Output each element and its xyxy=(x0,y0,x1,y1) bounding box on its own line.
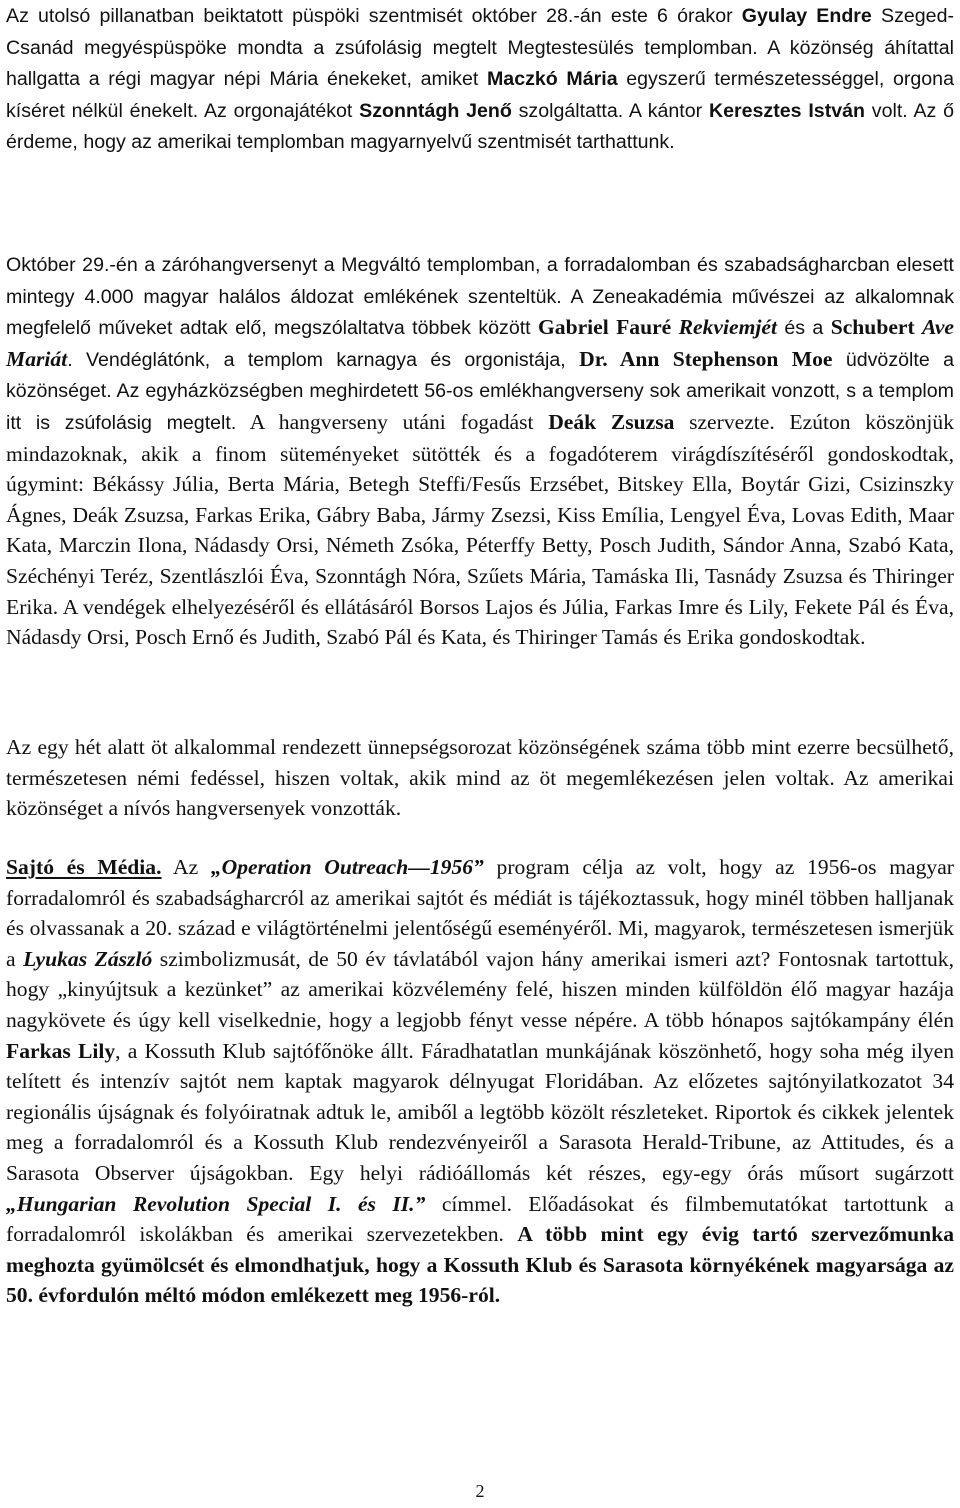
paragraph-concert xyxy=(6,249,954,653)
name-maczko-maria: Maczkó Mária xyxy=(486,68,618,91)
name-keresztes-istvan: Keresztes István xyxy=(708,99,865,122)
paragraph-mass xyxy=(6,0,954,158)
name-farkas-lily: Farkas Lily xyxy=(6,1038,116,1063)
name-gyulay-endre: Gyulay Endre xyxy=(741,5,872,27)
text-run xyxy=(671,315,678,339)
name-szonntagh-jeno: Szonntágh Jenő xyxy=(359,99,512,122)
text-run xyxy=(915,315,922,339)
text-run: , a Kossuth Klub sajtófőnöke állt. Fáradhatatlan munkájának köszönhető, hogy soha még ilyen telített és intenzív sajtót nem kaptak magyarok délnyugat Floridában. Az előzetes sajtónyilatkozatot 34 regionális újságnak és folyóiratnak adtuk le, amiből a legtöbb közölt részleteket. Riportok és cikkek jelentek meg a forradalomról és a Kossuth Klub rendezvényeiről a Sarasota Herald-Tribune, az Attitudes, és a Sarasota Observer újságokban. Egy helyi rádióállomás két részes, egy-egy órás műsort sugárzott xyxy=(6,1038,954,1185)
text-run: Az utolsó pillanatban beiktatott püspöki szentmisét október 28.-án este 6 órakor xyxy=(6,5,742,27)
title-operation-outreach: „Operation Outreach—1956” xyxy=(210,855,484,879)
title-rekviem: Rekviemjét xyxy=(678,315,777,340)
text-run: A hangverseny utáni fogadást xyxy=(236,409,549,434)
text-run: Az egy hét alatt öt alkalommal rendezett ünnepségsorozat közönségének száma több mint ezerre becsülhető, természetesen némi fedéssel, hiszen voltak, akik mind az öt megemlékezésen jelen voltak. Az amerikai közönséget a nívós hangversenyek vonzották. xyxy=(6,735,954,821)
text-run: üdvözölte a közönséget. Az egyházközségben meghirdetett 56-os emlékhangverseny sok amerikait vonzott, s a templom itt is zsúfolásig megtelt. xyxy=(6,348,954,434)
text-run: szolgáltatta. A kántor xyxy=(511,99,709,122)
name-schubert: Schubert xyxy=(830,315,915,340)
text-run: program célja az volt, hogy az 1956-os magyar forradalomról és szabadságharcról az amerikai sajtót és médiát is tájékoztassuk, hogy minél többen halljanak és olvassanak a 20. század e világtörténelmi jelentőségű eseményéről. Mi, magyarok, természetesen ismerjük a xyxy=(6,855,954,971)
name-gabriel-faure: Gabriel Fauré xyxy=(538,315,672,340)
name-deak-zsuzsa: Deák Zsuzsa xyxy=(548,409,675,434)
paragraph-attendance xyxy=(6,732,954,824)
text-run: szervezte. Ezúton köszönjük mindazoknak, akik a finom süteményeket sütötték és a fogadóterem virágdíszítéséről gondoskodtak, úgymint: Békássy Júlia, Berta Mária, Betegh Steffi/Fesűs Erzsébet, Bitskey Ella, Boytár Gizi, Csizinszky Ágnes, Deák Zsuzsa, Farkas Erika, Gábry Baba, Jármy Zsezsi, Kiss Emília, Lengyel Éva, Lovas Edith, Maar Kata, Marczin Ilona, Nádasdy Orsi, Németh Zsóka, Péterffy Betty, Posch Judith, Sándor Anna, Szabó Kata, Széchényi Teréz, Szentlászlói Éva, Szonntágh Nóra, Szűets Mária, Tamáska Ili, Tasnády Zsuzsa és Thiringer Erika. A vendégek elhelyezéséről és ellátásáról Borsos Lajos és Júlia, Farkas Imre és Lily, Fekete Pál és Éva, Nádasdy Orsi, Posch Ernő és Judith, Szabó Pál és Kata, és Thiringer Tamás és Erika gondoskodtak. xyxy=(6,409,954,650)
title-ave-maria: Ave Mariát xyxy=(6,315,954,371)
title-lyukas-zaszlo: Lyukas Zászló xyxy=(23,946,153,971)
text-run: . Vendéglátónk, a templom karnagya és orgonistája, xyxy=(67,348,580,371)
closing-statement: A több mint egy évig tartó szervezőmunka meghozta gyümölcsét és elmondhatjuk, hogy a Kossuth Klub és Sarasota környékének magyarsága az 50. évfordulón méltó módon emlékezett meg 1956-ról. xyxy=(6,1222,954,1308)
text-run: és a xyxy=(776,317,831,340)
text-run: címmel. Előadásokat és filmbemutatókat tartottunk a forradalomról iskolákban és amerikai szervezetekben. xyxy=(6,1191,954,1247)
text-run: volt. Az ő érdeme, hogy az amerikai templomban magyarnyelvű szentmisét tarthattunk. xyxy=(6,99,955,154)
text-run: egyszerű természetességgel, orgona kíséret nélkül énekelt. Az orgonajátékot xyxy=(6,68,954,122)
text-run: Október 29.-én a záróhangversenyt a Megváltó templomban, a forradalomban és szabadságharcban elesett mintegy 4.000 magyar halálos áldozat emlékének szenteltük. A Zeneakadémia művészei az alkalomnak megfelelő műveket adtak elő, megszólaltatva többek között xyxy=(6,254,954,340)
text-run: szimbolizmusát, de 50 év távlatából vajon hány amerikai ismeri azt? Fontosnak tartottuk, hogy „kinyújtsuk a kezünket” az amerikai közvélemény felé, hiszen minden külföldön élő magyar hazája nagykövete és úgy kell viselkednie, hogy a legjobb fényt vesse népére. A több hónapos sajtókampány élén xyxy=(6,946,955,1032)
section-heading: Sajtó és Média. xyxy=(6,855,162,879)
paragraph-press-media xyxy=(6,852,954,1311)
text-run: Szeged-Csanád megyéspüspöke mondta a zsúfolásig megtelt Megtestesülés templomban. A közönség áhítattal hallgatta a régi magyar népi Mária énekeket, amiket xyxy=(6,5,954,91)
name-ann-stephenson-moe: Dr. Ann Stephenson Moe xyxy=(579,346,833,371)
title-hungarian-revolution-special: „Hungarian Revolution Special I. és II.” xyxy=(6,1191,426,1216)
page-number: 2 xyxy=(475,1481,485,1501)
text-run: Az xyxy=(161,855,211,879)
